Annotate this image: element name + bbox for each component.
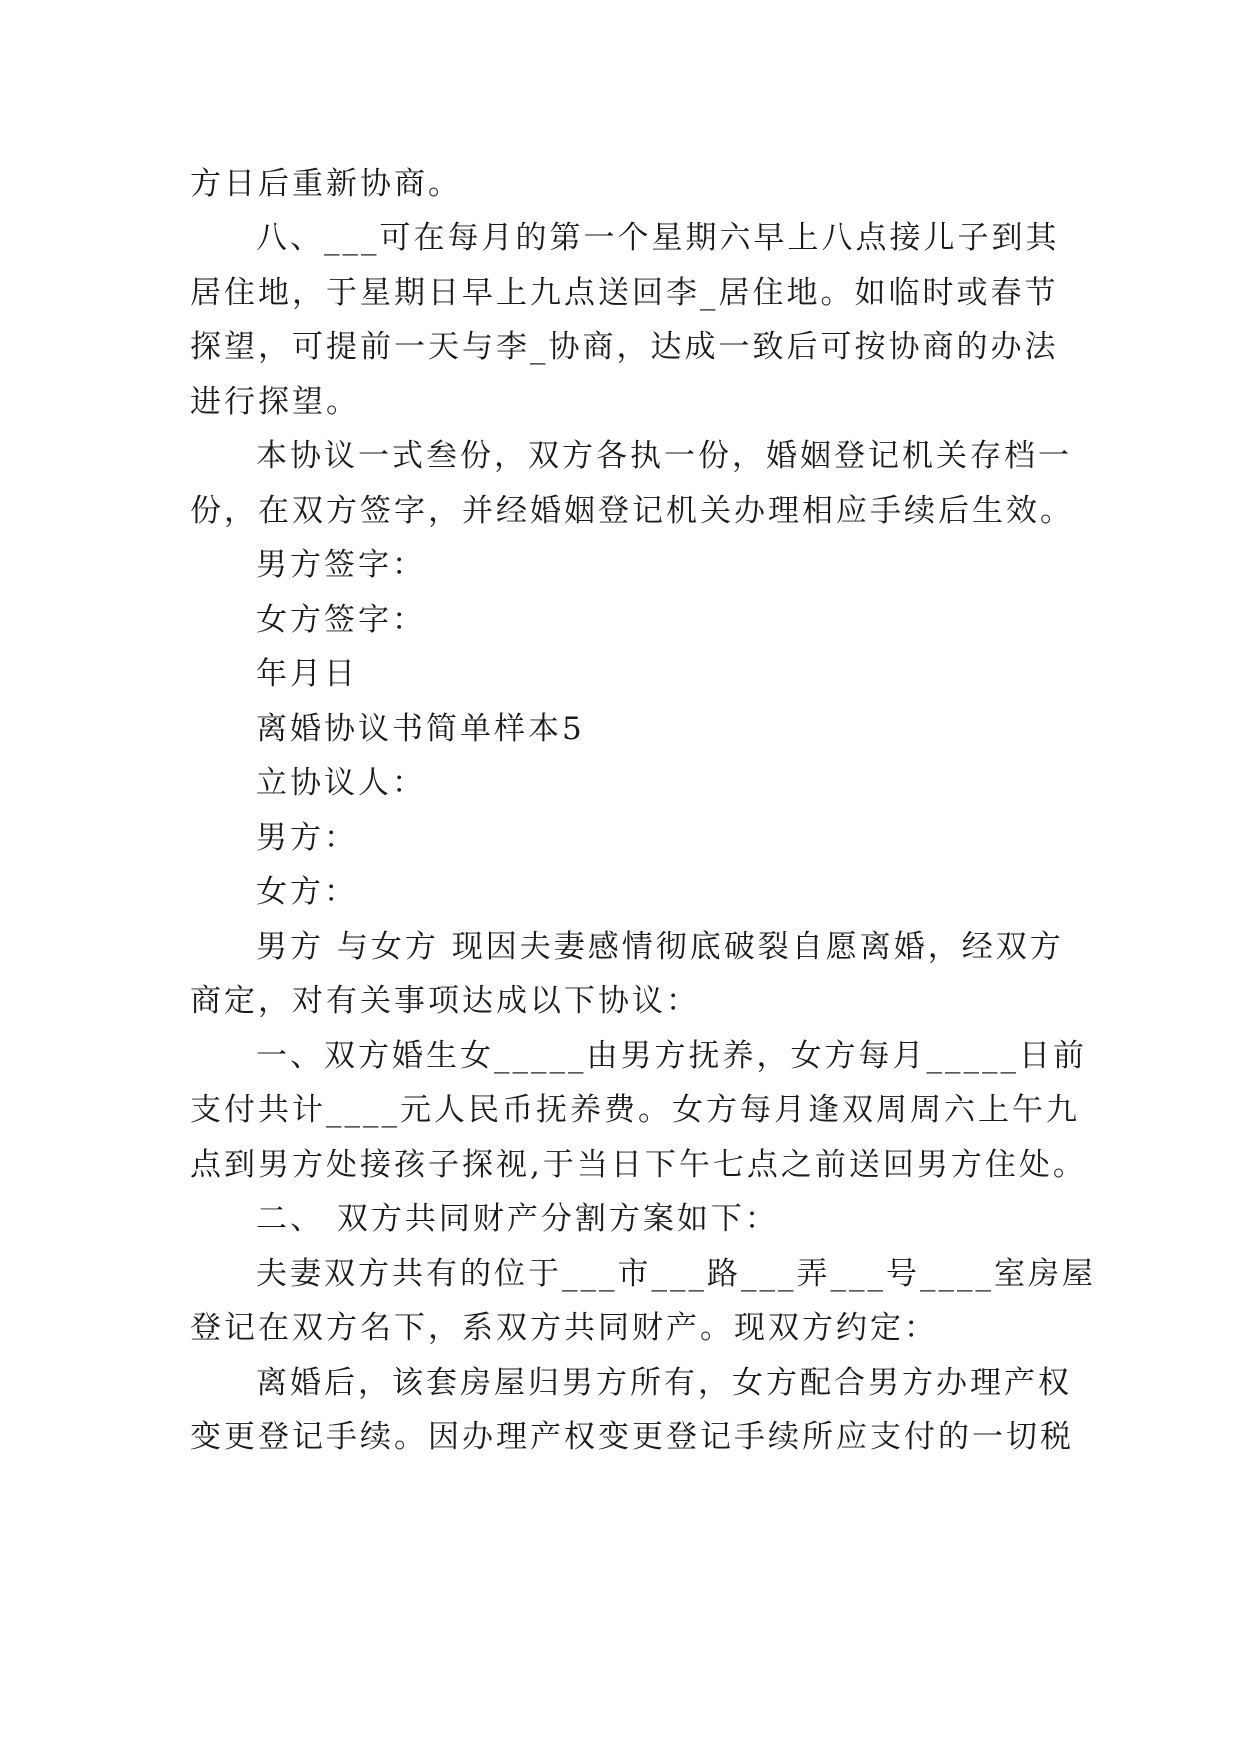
text-line: 登记在双方名下，系双方共同财产。现双方约定： <box>190 1310 938 1346</box>
signature-line-female: 女方签字： <box>256 602 426 638</box>
text-line: 变更登记手续。因办理产权变更登记手续所应支付的一切税 <box>190 1419 1074 1455</box>
text-line: 立协议人： <box>256 765 426 801</box>
section-title: 离婚协议书简单样本5 <box>256 711 585 747</box>
text-line: 探望，可提前一天与李_协商，达成一致后可按协商的办法 <box>190 329 1059 365</box>
signature-line-male: 男方签字： <box>256 547 426 583</box>
text-line: 份，在双方签字，并经婚姻登记机关办理相应手续后生效。 <box>190 493 1074 529</box>
text-line: 本协议一式叁份，双方各执一份，婚姻登记机关存档一 <box>256 438 1072 474</box>
text-line: 方日后重新协商。 <box>190 166 462 202</box>
text-line: 居住地，于星期日早上九点送回李_居住地。如临时或春节 <box>190 275 1059 311</box>
text-line: 进行探望。 <box>190 384 360 420</box>
text-line: 一、双方婚生女_____由男方抚养，女方每月_____日前 <box>256 1038 1087 1074</box>
text-line: 商定，对有关事项达成以下协议： <box>190 983 700 1019</box>
text-line: 男方： <box>256 820 358 856</box>
date-line: 年月日 <box>256 656 358 692</box>
text-line: 点到男方处接孩子探视,于当日下午七点之前送回男方住处。 <box>190 1147 1087 1183</box>
text-line: 男方 与女方 现因夫妻感情彻底破裂自愿离婚，经双方 <box>256 929 1064 965</box>
text-line: 二、 双方共同财产分割方案如下： <box>256 1201 779 1237</box>
text-line: 女方： <box>256 874 358 910</box>
text-line: 离婚后，该套房屋归男方所有，女方配合男方办理产权 <box>256 1365 1072 1401</box>
text-line: 支付共计____元人民币抚养费。女方每月逢双周周六上午九 <box>190 1092 1080 1128</box>
text-line: 夫妻双方共有的位于___市___路___弄___号____室房屋 <box>256 1256 1096 1292</box>
text-line: 八、___可在每月的第一个星期六早上八点接儿子到其 <box>256 220 1060 256</box>
